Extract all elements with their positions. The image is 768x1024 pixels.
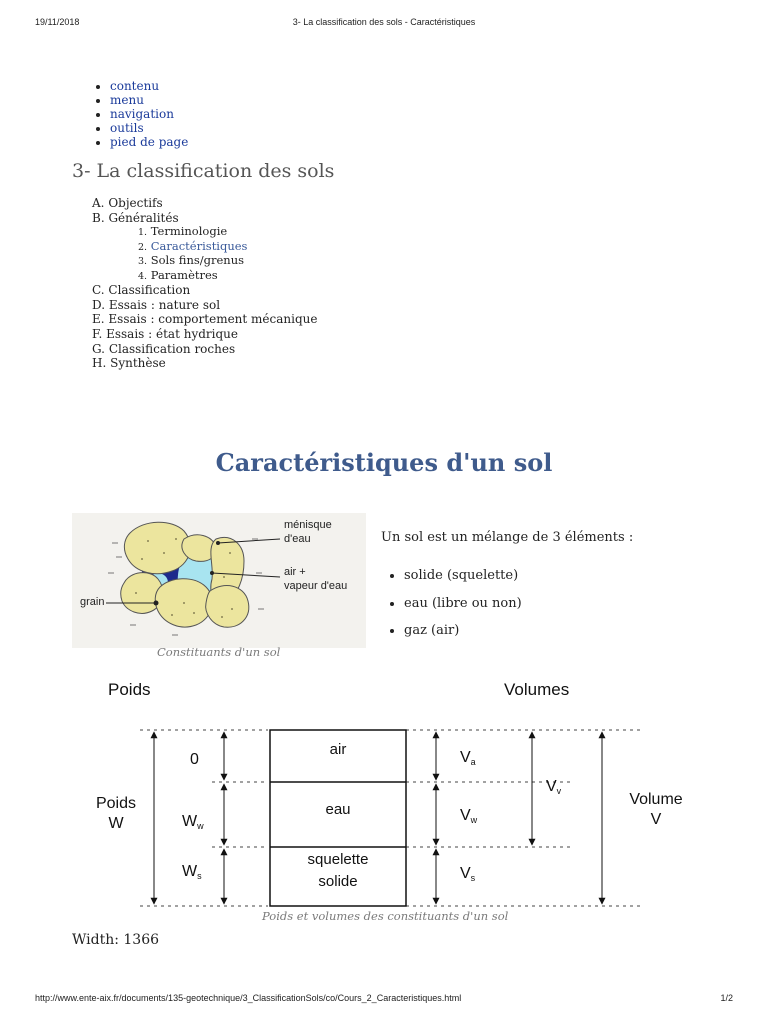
- air-label-2: vapeur d'eau: [284, 580, 348, 592]
- volume-symbol: V: [650, 811, 662, 828]
- skip-link-item: [110, 107, 188, 121]
- soil-constituents-drawing: [72, 513, 366, 648]
- figure2-caption: Poids et volumes des constituants d'un sol: [262, 909, 509, 923]
- component-item-gaz: • gaz (air): [404, 617, 522, 645]
- weight-solid-symbol: Ws: [182, 863, 202, 881]
- intro-text: Un sol est un mélange de 3 éléments :: [381, 530, 634, 545]
- skip-link-item: [110, 93, 188, 107]
- component-item-eau: • eau (libre ou non): [404, 590, 522, 618]
- grain-bottom-right: [206, 586, 249, 628]
- toc-label: Classification roches: [108, 341, 236, 356]
- phase-eau-label: eau: [325, 801, 351, 818]
- volume-water-symbol: Vw: [460, 807, 478, 825]
- page-heading: Caractéristiques d'un sol: [215, 448, 553, 477]
- toc-marker: 3.: [138, 256, 148, 268]
- toc-marker: B.: [92, 210, 105, 225]
- toc-subitem-sols-fins[interactable]: [138, 254, 317, 269]
- figure1-caption: Constituants d'un sol: [157, 645, 281, 659]
- menisque-label-1: ménisque: [284, 519, 332, 531]
- skip-link-item: [110, 121, 188, 135]
- poids-symbol: W: [108, 815, 124, 832]
- toc-marker: F.: [92, 326, 103, 341]
- print-title: 3- La classification des sols - Caractéristiques: [292, 17, 476, 27]
- components-list: [386, 562, 522, 645]
- menisque-label-2: d'eau: [284, 533, 311, 545]
- toc-marker: 4.: [138, 270, 148, 282]
- toc: [92, 196, 317, 371]
- weights-volumes-figure: [72, 668, 696, 912]
- toc-label: Essais : nature sol: [108, 297, 221, 312]
- volume-voids-symbol: Vv: [546, 778, 562, 796]
- toc-marker: C.: [92, 283, 105, 298]
- air-label-1: air +: [284, 566, 306, 578]
- toc-item-essais-nature[interactable]: [92, 298, 317, 313]
- module-title: 3- La classification des sols: [72, 160, 335, 182]
- volume-air-symbol: Va: [460, 749, 476, 767]
- heading-poids: Poids: [108, 680, 151, 699]
- toc-label-active: Caractéristiques: [150, 238, 248, 253]
- weight-water-symbol: Ww: [182, 813, 204, 831]
- grain-label: grain: [80, 596, 105, 608]
- phase-squelette-label: squelette: [307, 851, 369, 868]
- phase-solide-label: solide: [318, 873, 358, 890]
- toc-marker: 1.: [138, 227, 148, 239]
- toc-subitem-parametres[interactable]: [138, 269, 317, 284]
- skip-link-navigation[interactable]: navigation: [110, 107, 174, 121]
- toc-label: Classification: [108, 283, 191, 298]
- skip-link-contenu[interactable]: contenu: [110, 79, 160, 93]
- toc-subitem-caracteristiques[interactable]: [138, 240, 317, 255]
- toc-marker: G.: [92, 341, 105, 356]
- toc-item-classification-roches[interactable]: [92, 342, 317, 357]
- toc-label: Essais : état hydrique: [106, 326, 238, 341]
- toc-sublist: [92, 225, 317, 283]
- skip-link-item: [110, 79, 188, 93]
- toc-item-classification[interactable]: [92, 283, 317, 298]
- print-url: http://www.ente-aix.fr/documents/135-geotechnique/3_ClassificationSols/co/Cours_2_Caracteristiques.html: [35, 993, 462, 1003]
- toc-marker: D.: [92, 297, 106, 312]
- skip-link-item: [110, 135, 188, 149]
- skip-link-menu[interactable]: menu: [110, 93, 144, 107]
- toc-item-objectifs[interactable]: [92, 196, 317, 211]
- poids-label: Poids: [95, 795, 137, 812]
- toc-marker: A.: [92, 196, 105, 210]
- grain-top-left: [124, 522, 190, 573]
- volume-solid-symbol: Vs: [460, 865, 476, 883]
- print-date: 19/11/2018: [35, 17, 80, 27]
- skip-link-pied-de-page[interactable]: pied de page: [110, 135, 189, 149]
- toc-item-generalites[interactable]: [92, 211, 317, 284]
- volume-label: Volume: [629, 791, 683, 808]
- component-item-solide: • solide (squelette): [404, 562, 522, 590]
- width-note: Width: 1366: [72, 932, 160, 948]
- toc-marker: E.: [92, 312, 105, 327]
- toc-marker: 2.: [138, 241, 148, 253]
- toc-label: Sols fins/grenus: [150, 253, 245, 268]
- skip-link-outils[interactable]: outils: [110, 121, 144, 135]
- toc-item-essais-mecanique[interactable]: [92, 312, 317, 327]
- soil-constituents-figure: [72, 513, 366, 648]
- heading-volumes: Volumes: [504, 680, 570, 699]
- toc-marker: H.: [92, 356, 107, 371]
- toc-label: Paramètres: [150, 267, 218, 282]
- toc-subitem-terminologie[interactable]: [138, 225, 317, 240]
- weight-air-value: 0: [190, 751, 199, 768]
- print-page-number: 1/2: [720, 993, 733, 1003]
- toc-item-synthese[interactable]: [92, 356, 317, 371]
- toc-label: Généralités: [108, 210, 179, 225]
- toc-item-essais-hydrique[interactable]: [92, 327, 317, 342]
- toc-label: Objectifs: [108, 196, 163, 210]
- phase-air-label: air: [329, 741, 347, 758]
- toc-label: Synthèse: [110, 356, 166, 371]
- skip-links: [92, 79, 188, 149]
- weights-volumes-diagram: [72, 668, 696, 908]
- toc-label: Essais : comportement mécanique: [108, 312, 318, 327]
- toc-label: Terminologie: [150, 224, 228, 239]
